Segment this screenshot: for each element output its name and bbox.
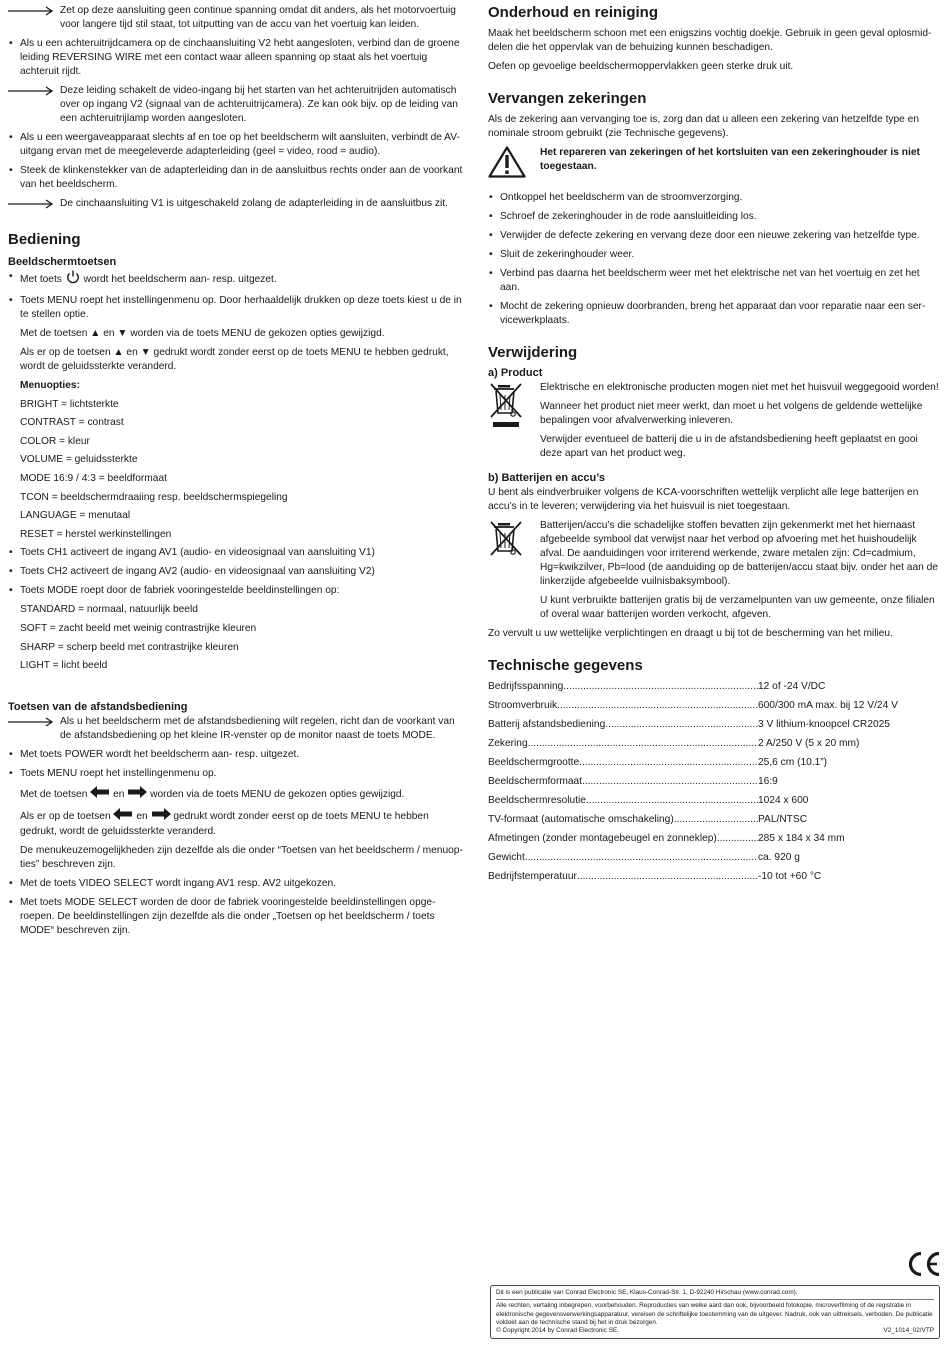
triangle-up-icon: ▲ <box>90 328 101 339</box>
imprint-version-code: V2_1014_02/VTP <box>883 1327 934 1335</box>
spec-row: Beeldschermgrootte ..... 25,6 cm (10.1”) <box>488 756 940 770</box>
mode-option: SHARP = scherp beeld met contrastrijke kleuren <box>20 641 239 653</box>
arrows-change-options: Met de toetsen ▲ en ▼ worden via de toets MENU de gekozen opties gewijzigd. <box>20 328 385 339</box>
paragraph: Maak het beeldscherm schoon met een enigszins vochtig doekje. Gebruik in geen geval oplosmiddelen die het oppervlak van de behuizing kunnen beschadigen. <box>488 28 932 53</box>
note-v1-disabled <box>8 197 463 211</box>
paragraph: Oefen op gevoelige beeldschermoppervlakken geen sterke druk uit. <box>488 61 794 72</box>
imprint-box <box>490 1285 940 1339</box>
arrow-right-icon <box>8 715 60 729</box>
remote-arrows-volume: Als er op de toetsen en gedrukt wordt zonder eerst op de toets MENU te hebben gedrukt, wordt de geluidssterkte veranderd. <box>20 808 463 839</box>
triangle-up-icon: ▲ <box>113 347 124 358</box>
spec-row: Stroomverbruik ..... 600/300 mA max. bij 12 V/24 V <box>488 699 940 713</box>
battery-disposal <box>488 519 940 627</box>
paragraph: Verwijder eventueel de batterij die u in de afstandsbediening heeft geplaatst en gooi deze apart van het product weg. <box>540 434 918 459</box>
heading-product: a) Product <box>488 367 543 379</box>
heading-afstandsbediening: Toetsen van de afstandsbediening <box>8 701 188 714</box>
bullet-remote-power: • Met toets POWER wordt het beeldscherm aan- resp. uitgezet. <box>8 748 463 762</box>
heading-onderhoud: Onderhoud en reiniging <box>488 4 658 21</box>
spec-row: Afmetingen (zonder montagebeugel en zonneklep) ..... 285 x 184 x 34 mm <box>488 832 940 846</box>
list-item: • Ontkoppel het beeldscherm van de stroomverzorging. <box>488 191 940 205</box>
note-text: Als u het beeldscherm met de afstandsbediening wilt regelen, richt dan de voorkant van de afstandsbediening op het kleine IR-venster op de monitor naast de toets MODE. <box>60 716 455 742</box>
product-disposal-text <box>540 381 940 466</box>
heading-beeldschermtoetsen: Beeldschermtoetsen <box>8 256 117 268</box>
battery-disposal-text <box>540 519 940 627</box>
arrow-left-key-icon <box>113 808 133 825</box>
arrow-left-key-icon <box>90 786 110 803</box>
product-disposal <box>488 381 940 466</box>
arrow-right-key-icon <box>127 786 147 803</box>
paragraph: Elektrische en elektronische producten mogen niet met het huisvuil weggegooid worden! <box>540 382 939 393</box>
menu-option: TCON = beeldschermdraaiing resp. beeldschermspiegeling <box>20 491 288 503</box>
specs-table <box>488 680 940 884</box>
heading-technisch: Technische gegevens <box>488 657 643 674</box>
note-text: Zet op deze aansluiting geen continue spanning omdat dit anders, als het motorvoertuig voor langere tijd stil staat, tot uitputting van de accu van het voertuig kan leiden. <box>60 5 456 30</box>
bullet-reversing-camera: • Als u een achteruitrijdcamera op de cinchaansluiting V2 hebt aangesloten, verbind dan de groene leiding REVERSING WIRE met een contact waar alleen spanning op staat als het voertuig achteruit rijdt. <box>8 37 463 79</box>
bullet-menu-key: • Toets MENU roept het instellingenmenu op. Door herhaaldelijk drukken op deze toets kiest u de in te stellen optie. <box>8 294 463 322</box>
arrow-right-icon <box>8 197 60 211</box>
ce-mark-icon <box>906 1250 942 1283</box>
menu-option: RESET = herstel werkinstellingen <box>20 528 172 540</box>
mode-options <box>8 603 463 673</box>
remote-menu-options: De menukeuzemogelijkheden zijn dezelfde als die onder “Toetsen van het beeldscherm / menuopties” beschreven zijn. <box>20 845 463 871</box>
right-column <box>488 4 940 889</box>
crossed-bin-icon <box>488 519 540 627</box>
list-item: • Verwijder de defecte zekering en vervang deze door een nieuwe zekering van hetzelfde type. <box>488 229 940 243</box>
spec-row: Batterij afstandsbediening ..... 3 V lithium-knoopcel CR2025 <box>488 718 940 732</box>
indented-block <box>8 786 463 872</box>
list-item: • Schroef de zekeringhouder in de rode aansluitleiding los. <box>488 210 940 224</box>
paragraph: U kunt verbruikte batterijen gratis bij de verzamelpunten van uw gemeente, onze filialen of overal waar batterijen worden verkocht, afgeven. <box>540 595 935 620</box>
mode-option: STANDARD = normaal, natuurlijk beeld <box>20 604 198 616</box>
note-text: De cinchaansluiting V1 is uitgeschakeld zolang de adapterleiding in de aansluitbus zit. <box>60 198 448 209</box>
note-continuous-voltage <box>8 4 463 32</box>
bullet-mode: • Toets MODE roept door de fabriek vooringestelde beeldinstellingen op: <box>8 584 463 598</box>
triangle-down-icon: ▼ <box>117 328 128 339</box>
spec-row: TV-formaat (automatische omschakeling) ..... PAL/NTSC <box>488 813 940 827</box>
heading-bediening: Bediening <box>8 231 81 248</box>
list-item: • Sluit de zekeringhouder weer. <box>488 248 940 262</box>
menu-option: COLOR = kleur <box>20 435 90 447</box>
bullet-video-select: • Met de toets VIDEO SELECT wordt ingang AV1 resp. AV2 uitgekozen. <box>8 877 463 891</box>
paragraph: U bent als eindverbruiker volgens de KCA-voorschriften wettelijk verplicht alle lege batterijen en accu’s in te leveren; verwijdering via het huisvuil is niet toegestaan. <box>488 487 919 512</box>
left-column <box>8 4 463 943</box>
menu-option: BRIGHT = lichtsterkte <box>20 398 119 410</box>
spec-row: Beeldschermformaat ..... 16:9 <box>488 775 940 789</box>
note-text: Deze leiding schakelt de video-ingang bij het starten van het achteruitrijden automatisch over op ingang V2 (signaal van de achteruitrijcamera). Ze kan ook bijv. op de leiding van een achteruitrijlamp worden aangesloten. <box>60 85 458 124</box>
warning-text: Het repareren van zekeringen of het kortsluiten van een zekeringhouder is niet toegestaan. <box>540 147 920 172</box>
spec-row: Beeldschermresolutie ..... 1024 x 600 <box>488 794 940 808</box>
imprint-rights: Alle rechten, vertaling inbegrepen, voorbehouden. Reproducties van welke aard dan ook, bijvoorbeeld fotokopie, microverfilming of de registratie in elektronische gegevensverwerkingsapparatuur, vereisen de schriftelijke toestemming van de uitgever. Nadruk, ook van uittreksels, verboden. De publicatie voldoet aan de technische stand bij het in druk bezorgen. <box>496 1302 933 1326</box>
heading-batterijen: b) Batterijen en accu’s <box>488 472 605 484</box>
indented-block <box>8 327 463 542</box>
mode-option: SOFT = zacht beeld met weinig contrastrijke kleuren <box>20 622 257 634</box>
mode-option: LIGHT = licht beeld <box>20 660 108 672</box>
power-icon <box>65 270 81 289</box>
list-item: • Verbind pas daarna het beeldscherm weer met het elektrische net van het voertuig en zet het aan. <box>488 267 940 295</box>
menu-option: CONTRAST = contrast <box>20 417 124 429</box>
spec-row: Gewicht ..... ca. 920 g <box>488 851 940 865</box>
paragraph: Als de zekering aan vervanging toe is, zorg dan dat u alleen een zekering van hetzelfde type en nominale stroom gebruikt (zie Technische gegevens). <box>488 114 919 139</box>
imprint-footer <box>496 1327 934 1335</box>
spec-row: Bedrijfsspanning ..... 12 of -24 V/DC <box>488 680 940 694</box>
crossed-bin-icon <box>488 381 540 466</box>
note-remote-ir <box>8 715 463 743</box>
bullet-ch1: • Toets CH1 activeert de ingang AV1 (audio- en videosignaal van aansluiting V1) <box>8 546 463 560</box>
remote-arrows-change-options: Met de toetsen en worden via de toets MENU de gekozen opties gewijzigd. <box>20 786 463 803</box>
spec-row: Zekering ..... 2 A/250 V (5 x 20 mm) <box>488 737 940 751</box>
heading-verwijdering: Verwijdering <box>488 344 578 361</box>
warning-icon <box>488 146 540 183</box>
imprint-publisher: Dit is een publicatie van Conrad Electronic SE, Klaus-Conrad-Str. 1, D-92240 Hirschau (www.conrad.com). <box>496 1289 934 1300</box>
triangle-down-icon: ▼ <box>140 347 151 358</box>
menu-options-title: Menuopties: <box>20 380 80 391</box>
paragraph: Zo vervult u uw wettelijke verplichtingen en draagt u bij tot de bescherming van het milieu. <box>488 628 893 639</box>
bullet-jack-plug: • Steek de klinkenstekker van de adapterleiding dan in de aansluitbus rechts onder aan de voorkant van het beeldscherm. <box>8 164 463 192</box>
paragraph: Batterijen/accu’s die schadelijke stoffen bevatten zijn gekenmerkt met het hiernaast afgebeelde symbool dat verwijst naar het verbod op afvoering met het huishoudelijk afval. De aanduidingen voor irriterend werkende, zware metalen zijn: Cd=cadmium, Hg=kwikzilver, Pb=lood (de aanduiding op de batterijen/accu staat bijv. onder het aan de linkerzijde afgebeelde vuilnisbaksymbool). <box>540 520 938 587</box>
bullet-ch2: • Toets CH2 activeert de ingang AV2 (audio- en videosignaal van aansluiting V2) <box>8 565 463 579</box>
spec-row: Bedrijfstemperatuur ..... -10 tot +60 °C <box>488 870 940 884</box>
arrow-right-key-icon <box>151 808 171 825</box>
note-reversing-wire <box>8 84 463 126</box>
bullet-mode-select: • Met toets MODE SELECT worden de door de fabriek vooringestelde beeldinstellingen opgeroepen. De beeldinstellingen zijn dezelfde als die onder „Toetsen op het beeldscherm / toets MODE“ beschreven zijn. <box>8 896 463 938</box>
bullet-remote-menu: • Toets MENU roept het instellingenmenu op. <box>8 767 463 781</box>
heading-zekeringen: Vervangen zekeringen <box>488 90 647 107</box>
menu-options <box>20 379 463 542</box>
bullet-power-key: • Met toets wordt het beeldscherm aan- resp. uitgezet. <box>8 270 463 289</box>
arrow-right-icon <box>8 4 60 18</box>
arrow-right-icon <box>8 84 60 98</box>
imprint-copyright: © Copyright 2014 by Conrad Electronic SE. <box>496 1327 619 1335</box>
menu-option: MODE 16:9 / 4:3 = beeldformaat <box>20 472 167 484</box>
bullet-av-output: • Als u een weergaveapparaat slechts af en toe op het beeldscherm wilt aansluiten, verbindt de AV-uitgang ervan met de meegeleverde adapterleiding (geel = video, rood = audio). <box>8 131 463 159</box>
warning-block <box>488 146 940 183</box>
arrows-volume: Als er op de toetsen ▲ en ▼ gedrukt wordt zonder eerst op de toets MENU te hebben gedrukt, wordt de geluidssterkte veranderd. <box>20 347 449 372</box>
paragraph: Wanneer het product niet meer werkt, dan moet u het volgens de geldende wettelijke bepalingen voor afvalverwerking inleveren. <box>540 401 923 426</box>
list-item: • Mocht de zekering opnieuw doorbranden, breng het apparaat dan voor reparatie naar een servicewerkplaats. <box>488 300 940 328</box>
menu-option: VOLUME = geluidssterkte <box>20 454 138 466</box>
menu-option: LANGUAGE = menutaal <box>20 510 131 522</box>
